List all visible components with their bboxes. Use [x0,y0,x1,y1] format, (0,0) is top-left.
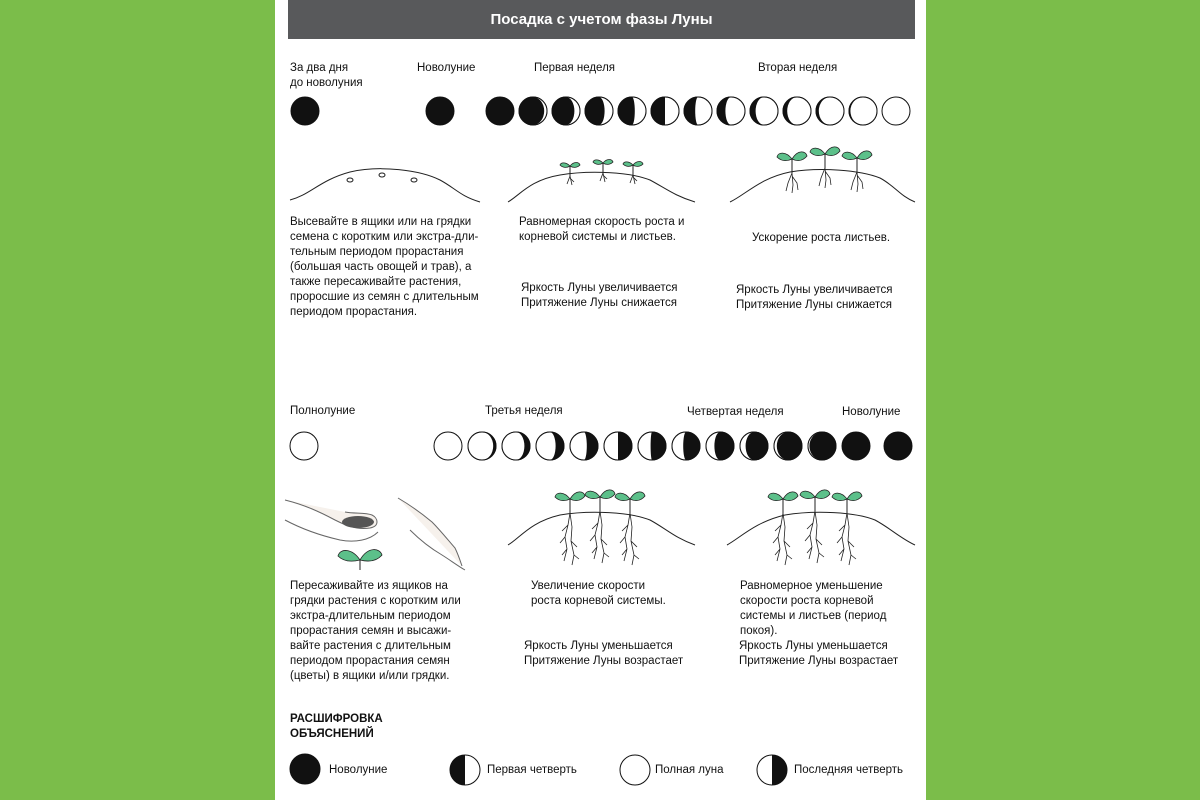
moon-phase-icon [816,97,844,125]
mound-rest-roots-illustration [727,490,915,565]
text-sowing: Высевайте в ящики или на грядки семена с коротким или экстра-дли- тельным периодом прорастания (большая часть овощей и трав), а также пересаживайте растения, проросшие из семян с длительным периодом прорастания. [290,216,479,318]
moon-phase-icon [519,97,547,125]
moon-phase-icon [426,97,454,125]
moon-phase-icon [849,97,877,125]
legend-label-full-moon: Полная луна [655,764,724,776]
label-week-2: Вторая неделя [758,62,838,74]
moon-phase-icon [783,97,811,125]
moon-phase-icon [502,432,530,460]
moon-phase-icon [684,97,712,125]
mound-deep-roots-illustration [508,490,695,565]
moon-phase-icon [604,432,632,460]
label-two-days-before: За два дня до новолуния [290,62,363,89]
label-week-4: Четвертая неделя [687,406,784,418]
full-moon-icon [620,755,650,785]
moon-phase-icon [672,432,700,460]
moon-state-week3: Яркость Луны уменьшается Притяжение Луны возрастает [524,640,684,667]
legend-label-last-quarter: Последняя четверть [794,764,904,776]
legend-title: РАСШИФРОВКА ОБЪЯСНЕНИЙ [290,713,383,740]
label-full-moon: Полнолуние [290,405,356,417]
moon-phase-icon [468,432,496,460]
moon-phase-icon [717,97,745,125]
new-moon-icon [290,754,320,784]
mound-small-sprouts-illustration [508,160,695,203]
text-leaf-acceleration: Ускорение роста листьев. [752,232,891,244]
moon-phase-icon [774,432,802,460]
moon-phase-icon [434,432,462,460]
moon-phase-icon [808,432,836,460]
moon-phase-icon [291,97,319,125]
first-quarter-icon [450,755,480,785]
text-slowdown: Равномерное уменьшение скорости роста корневой системы и листьев (период покоя). [740,580,887,637]
moon-phase-icon [706,432,734,460]
moon-phase-icon [884,432,912,460]
moon-phase-icon [638,432,666,460]
moon-phase-icon [651,97,679,125]
moon-phase-icon [618,97,646,125]
mound-seeds-illustration [290,169,480,202]
moon-phase-icon [536,432,564,460]
mound-medium-sprouts-illustration [730,147,915,202]
legend-icons [290,754,787,785]
text-root-growth: Увеличение скорости роста корневой системы. [531,580,666,607]
moon-phase-icon [290,432,318,460]
moon-phase-icon [486,97,514,125]
moon-state-week2: Яркость Луны увеличивается Притяжение Луны снижается [736,284,893,311]
moon-phase-icon [882,97,910,125]
label-new-moon-1: Новолуние [417,62,476,74]
label-new-moon-2: Новолуние [842,406,901,418]
text-even-growth: Равномерная скорость роста и корневой системы и листьев. [519,216,685,243]
text-transplant: Пересаживайте из ящиков на грядки растения с коротким или экстра-длительным периодом прорастания семян и высажи- вайте растения с длительным периодом прорастания семян (цветы) в ящики и/или грядки. [290,580,461,682]
last-quarter-icon [757,755,787,785]
page-title: Посадка с учетом фазы Луны [288,0,915,39]
moon-phase-icon [740,432,768,460]
label-week-1: Первая неделя [534,62,616,74]
moon-phase-icon [750,97,778,125]
moon-state-week1: Яркость Луны увеличивается Притяжение Луны снижается [521,282,678,309]
moon-phase-icon [842,432,870,460]
moon-phase-icon [570,432,598,460]
legend-label-new-moon: Новолуние [329,764,388,776]
legend-label-first-quarter: Первая четверть [487,764,577,776]
moon-row-2 [290,432,912,460]
moon-state-week4: Яркость Луны уменьшается Притяжение Луны возрастает [739,640,899,667]
label-week-3: Третья неделя [485,405,563,417]
moon-row-1 [291,97,910,125]
hands-sowing-illustration [285,498,465,570]
moon-phase-icon [585,97,613,125]
moon-phase-icon [552,97,580,125]
